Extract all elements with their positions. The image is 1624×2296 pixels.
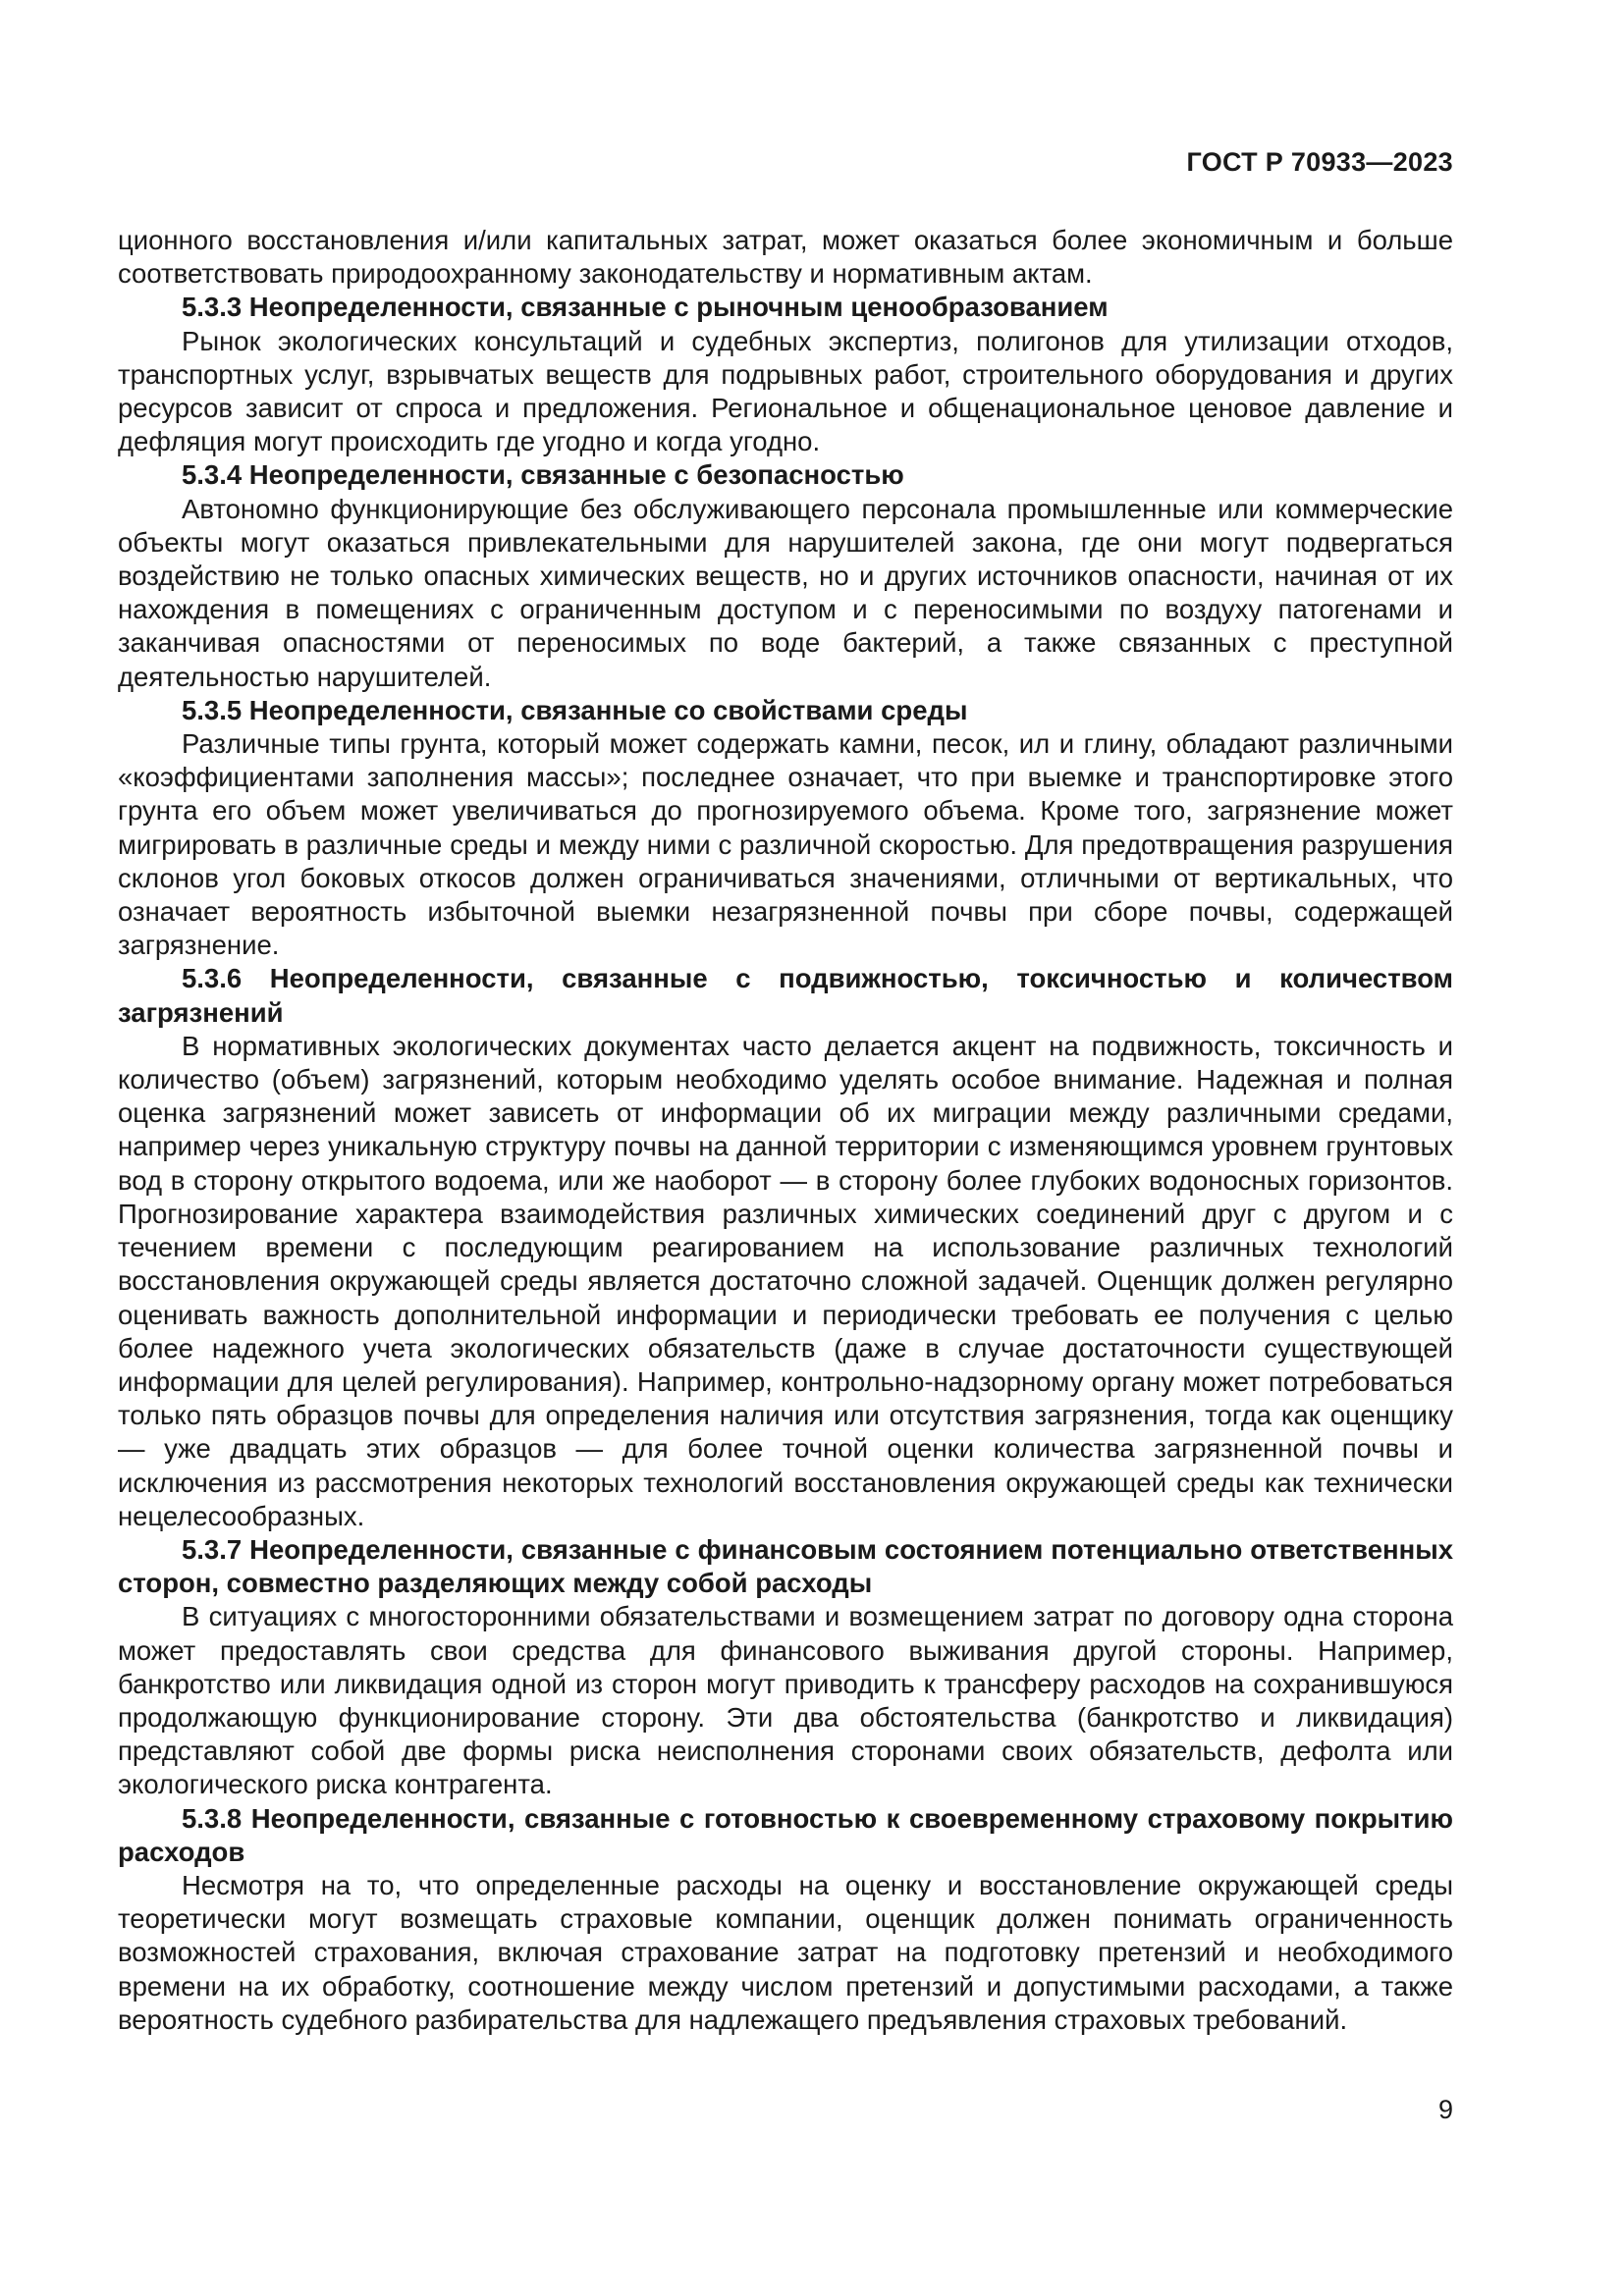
section-heading-5-3-7: 5.3.7 Неопределенности, связанные с финансовым состоянием потенциально ответственных сторон, совместно разделяющих между собой расходы <box>118 1533 1453 1599</box>
document-standard-id: ГОСТ Р 70933—2023 <box>1186 147 1453 177</box>
section-text-5-3-3: Рынок экологических консультаций и судебных экспертиз, полигонов для утилизации отходов, транспортных услуг, взрывчатых веществ для подрывных работ, строительного оборудования и других ресурсов зависит от спроса и предложения. Региональное и общенациональное ценовое давление и дефляция могут происходить где угодно и когда угодно. <box>118 325 1453 457</box>
section-text-5-3-5: Различные типы грунта, который может содержать камни, песок, ил и глину, обладают различными «коэффициентами заполнения массы»; последнее означает, что при выемке и транспортировке этого грунта его объем может увеличиваться до прогнозируемого объема. Кроме того, загрязнение может мигрировать в различные среды и между ними с различной скоростью. Для предотвращения разрушения склонов угол боковых откосов должен ограничиваться значениями, отличными от вертикальных, что означает вероятность избыточной выемки незагрязненной почвы при сборе почвы, содержащей загрязнение. <box>118 728 1453 961</box>
section-heading-5-3-8: 5.3.8 Неопределенности, связанные с готовностью к своевременному страховому покрытию расходов <box>118 1802 1453 1867</box>
section-heading-5-3-5: 5.3.5 Неопределенности, связанные со свойствами среды <box>182 694 968 725</box>
section-text-5-3-7: В ситуациях с многосторонними обязательствами и возмещением затрат по договору одна сторона может предоставлять свои средства для финансового выживания другой стороны. Например, банкротство или ликвидация одной из сторон могут приводить к трансферу расходов на сохранившуюся продолжающую функционирование сторону. Эти два обстоятельства (банкротство и ликвидация) представляют собой две формы риска неисполнения сторонами своих обязательств, дефолта или экологического риска контрагента. <box>118 1601 1453 1800</box>
section-text-5-3-4: Автономно функционирующие без обслуживающего персонала промышленные или коммерческие объекты могут оказаться привлекательными для нарушителей закона, где они могут подвергаться воздействию не только опасных химических веществ, но и других источников опасности, начиная от их нахождения в помещениях с ограниченным доступом и с переносимыми по воздуху патогенами и заканчивая опасностями от переносимых по воде бактерий, а также связанных с преступной деятельностью нарушителей. <box>118 493 1453 692</box>
section-heading-5-3-3: 5.3.3 Неопределенности, связанные с рыночным ценообразованием <box>182 292 1109 323</box>
page-number: 9 <box>1437 2095 1453 2124</box>
document-page <box>118 0 1453 2296</box>
section-text-5-3-8: Несмотря на то, что определенные расходы на оценку и восстановление окружающей среды теоретически могут возмещать страховые компании, оценщик должен понимать ограниченность возможностей страхования, включая страхование затрат на подготовку претензий и необходимого времени на их обработку, соотношение между числом претензий и допустимыми расходами, а также вероятность судебного разбирательства для надлежащего предъявления страховых требований. <box>118 1869 1453 2035</box>
section-heading-5-3-6: 5.3.6 Неопределенности, связанные с подвижностью, токсичностью и количеством загрязнений <box>118 963 1453 1028</box>
intro-paragraph: ционного восстановления и/или капитальных затрат, может оказаться более экономичным и больше соответствовать природоохранному законодательству и нормативным актам. <box>118 225 1453 290</box>
document-body <box>118 224 1453 2037</box>
section-text-5-3-6: В нормативных экологических документах часто делается акцент на подвижность, токсичность и количество (объем) загрязнений, которым необходимо уделять особое внимание. Надежная и полная оценка загрязнений может зависеть от информации об их миграции между различными средами, например через уникальную структуру почвы на данной территории с изменяющимся уровнем грунтовых вод в сторону открытого водоема, или же наоборот — в сторону более глубоких водоносных горизонтов. Прогнозирование характера взаимодействия различных химических соединений друг с другом и с течением времени с последующим реагированием на использование различных технологий восстановления окружающей среды является достаточно сложной задачей. Оценщик должен регулярно оценивать важность дополнительной информации и периодически требовать ее получения с целью более надежного учета экологических обязательств (даже в случае достаточности существующей информации для целей регулирования). Например, контрольно-надзорному органу может потребоваться только пять образцов почвы для определения наличия или отсутствия загрязнения, тогда как оценщику — уже двадцать этих образцов — для более точной оценки количества загрязненной почвы и исключения из рассмотрения некоторых технологий восстановления окружающей среды как технически нецелесообразных. <box>118 1030 1453 1531</box>
section-heading-5-3-4: 5.3.4 Неопределенности, связанные с безопасностью <box>182 459 904 491</box>
